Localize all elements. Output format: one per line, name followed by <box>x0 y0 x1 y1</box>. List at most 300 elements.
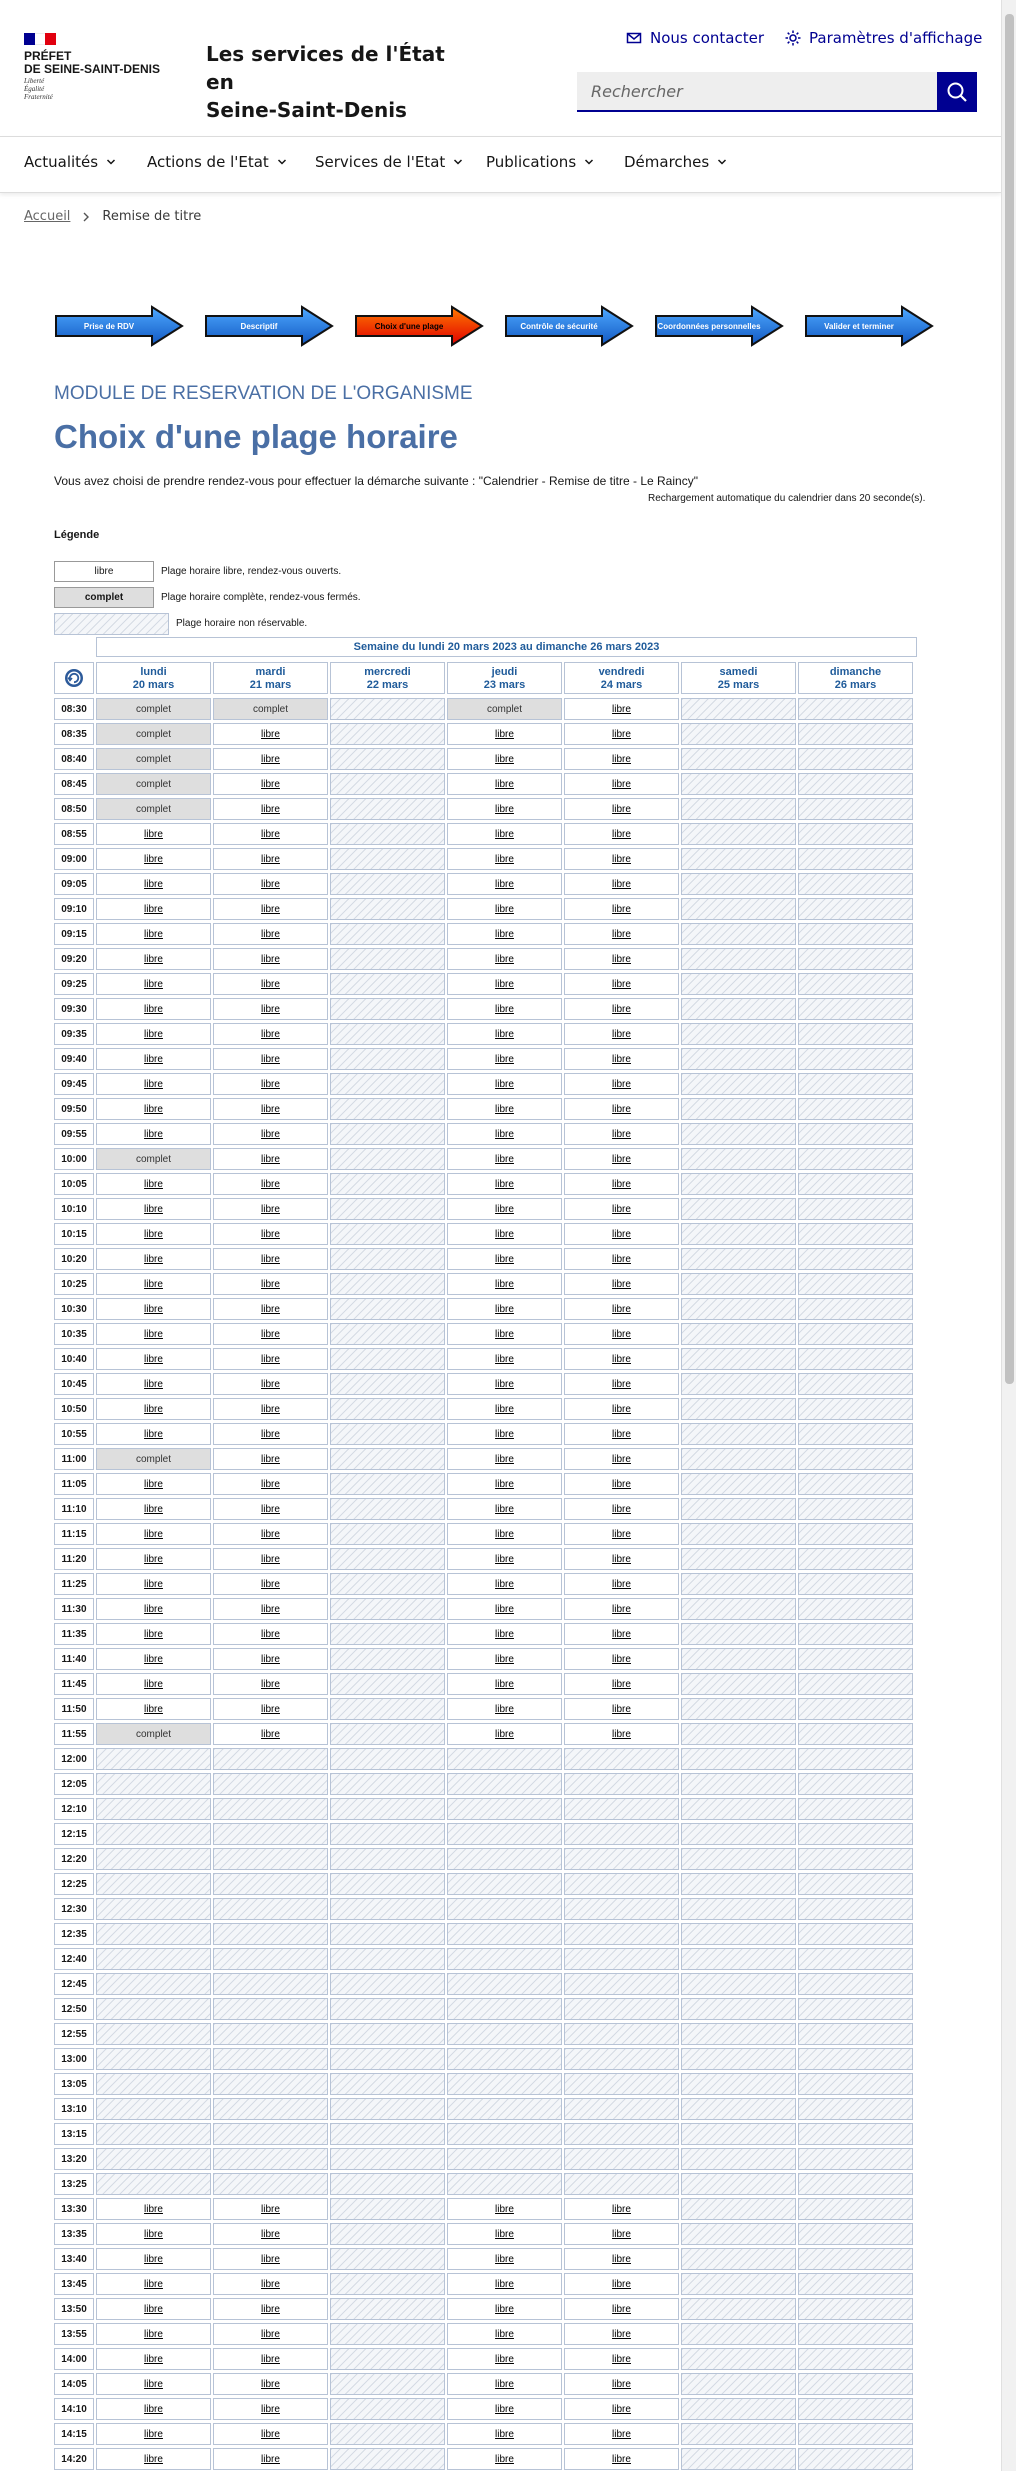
brand-name[interactable]: PRÉFET DE SEINE-SAINT-DENIS <box>24 49 161 76</box>
slot-libre-link[interactable]: libre <box>213 823 328 845</box>
slot-libre-link[interactable]: libre <box>447 1298 562 1320</box>
slot-libre-link[interactable]: libre <box>564 2348 679 2370</box>
slot-libre-link[interactable]: libre <box>96 948 211 970</box>
slot-unavailable <box>681 1198 796 1220</box>
slot-unavailable <box>798 1298 913 1320</box>
slot-libre-link[interactable]: libre <box>96 1498 211 1520</box>
time-label: 11:00 <box>54 1448 94 1470</box>
slot-libre-link[interactable]: libre <box>564 1423 679 1445</box>
slot-libre-link[interactable]: libre <box>96 2198 211 2220</box>
slot-libre-link[interactable]: libre <box>564 2398 679 2420</box>
slot-libre-link[interactable]: libre <box>564 2223 679 2245</box>
slot-libre-link[interactable]: libre <box>564 1698 679 1720</box>
slot-libre-link[interactable]: libre <box>447 1498 562 1520</box>
nav-item-label: Actions de l'Etat <box>147 153 269 171</box>
slot-libre-link[interactable]: libre <box>213 1548 328 1570</box>
slot-libre-link[interactable]: libre <box>213 2273 328 2295</box>
slot-libre-link[interactable]: libre <box>447 1723 562 1745</box>
slot-libre-link[interactable]: libre <box>447 723 562 745</box>
slot-libre-link[interactable]: libre <box>564 1298 679 1320</box>
slot-unavailable <box>330 1348 445 1370</box>
slot-libre-link[interactable]: libre <box>213 1673 328 1695</box>
slot-unavailable <box>330 898 445 920</box>
slot-libre-link[interactable]: libre <box>447 948 562 970</box>
nav-item-actions[interactable] <box>147 153 287 171</box>
slot-unavailable <box>798 748 913 770</box>
slot-libre-link[interactable]: libre <box>96 1223 211 1245</box>
slot-libre-link[interactable]: libre <box>447 2273 562 2295</box>
slot-libre-link[interactable]: libre <box>564 1223 679 1245</box>
slot-libre-link[interactable]: libre <box>213 2198 328 2220</box>
slot-libre-link[interactable]: libre <box>96 1623 211 1645</box>
slot-unavailable <box>330 1748 445 1770</box>
slot-libre-link[interactable]: libre <box>564 1248 679 1270</box>
slot-libre-link[interactable]: libre <box>447 1123 562 1145</box>
slot-unavailable <box>681 948 796 970</box>
slot-libre-link[interactable]: libre <box>447 1323 562 1345</box>
legend-row-complet <box>54 587 361 608</box>
slot-libre-link[interactable]: libre <box>213 1573 328 1595</box>
slot-libre-link[interactable]: libre <box>564 1473 679 1495</box>
slot-libre-link[interactable]: libre <box>564 1098 679 1120</box>
slot-libre-link[interactable]: libre <box>447 1273 562 1295</box>
scrollbar-thumb[interactable] <box>1005 14 1014 1384</box>
slot-libre-link[interactable]: libre <box>564 1548 679 1570</box>
slot-unavailable <box>798 2248 913 2270</box>
slot-libre-link[interactable]: libre <box>213 2448 328 2470</box>
slot-libre-link[interactable]: libre <box>213 1373 328 1395</box>
time-label: 14:15 <box>54 2423 94 2445</box>
slot-complet: complet <box>447 698 562 720</box>
slot-libre-link[interactable]: libre <box>564 748 679 770</box>
site-header <box>0 0 1001 137</box>
slot-libre-link[interactable]: libre <box>96 2248 211 2270</box>
slot-unavailable <box>447 2123 562 2145</box>
slot-libre-link[interactable]: libre <box>564 1723 679 1745</box>
slot-libre-link[interactable]: libre <box>447 1248 562 1270</box>
slot-libre-link[interactable]: libre <box>96 2323 211 2345</box>
slot-unavailable <box>564 1873 679 1895</box>
slot-libre-link[interactable]: libre <box>96 1073 211 1095</box>
slot-libre-link[interactable]: libre <box>564 798 679 820</box>
slot-libre-link[interactable]: libre <box>213 1023 328 1045</box>
slot-unavailable <box>330 2373 445 2395</box>
step-label: Choix d'une plage <box>374 321 444 331</box>
slot-libre-link[interactable]: libre <box>447 1098 562 1120</box>
slot-libre-link[interactable]: libre <box>96 1648 211 1670</box>
marianne-logo[interactable] <box>24 33 56 45</box>
nav-item-demarches[interactable] <box>624 153 727 171</box>
slot-libre-link[interactable]: libre <box>564 873 679 895</box>
slot-libre-link[interactable]: libre <box>213 1723 328 1745</box>
slot-libre-link[interactable]: libre <box>213 1348 328 1370</box>
intro-text: Vous avez choisi de prendre rendez-vous pour effectuer la démarche suivante : "Calendrier - Remise de titre - Le Raincy" <box>54 474 698 488</box>
slot-libre-link[interactable]: libre <box>213 1123 328 1145</box>
slot-libre-link[interactable]: libre <box>96 2273 211 2295</box>
slot-libre-link[interactable]: libre <box>447 2448 562 2470</box>
slot-libre-link[interactable]: libre <box>564 2448 679 2470</box>
slot-libre-link[interactable]: libre <box>447 2248 562 2270</box>
slot-libre-link[interactable]: libre <box>564 1123 679 1145</box>
slot-unavailable <box>330 1698 445 1720</box>
slot-libre-link[interactable]: libre <box>213 2223 328 2245</box>
slot-libre-link[interactable]: libre <box>447 1373 562 1395</box>
slot-libre-link[interactable]: libre <box>447 2323 562 2345</box>
slot-libre-link[interactable]: libre <box>213 2298 328 2320</box>
slot-libre-link[interactable]: libre <box>447 1348 562 1370</box>
slot-libre-link[interactable]: libre <box>96 2373 211 2395</box>
slot-libre-link[interactable]: libre <box>96 1123 211 1145</box>
time-label: 12:20 <box>54 1848 94 1870</box>
slot-libre-link[interactable]: libre <box>564 1648 679 1670</box>
slot-libre-link[interactable]: libre <box>213 1173 328 1195</box>
slot-libre-link[interactable]: libre <box>447 1073 562 1095</box>
slot-libre-link[interactable]: libre <box>96 1398 211 1420</box>
slot-libre-link[interactable]: libre <box>564 848 679 870</box>
slot-libre-link[interactable]: libre <box>447 873 562 895</box>
legend-row-libre <box>54 561 341 582</box>
slot-libre-link[interactable]: libre <box>213 1398 328 1420</box>
day-name: mercredi <box>364 666 411 678</box>
slot-libre-link[interactable]: libre <box>564 1623 679 1645</box>
nav-item-services[interactable] <box>315 153 463 171</box>
slot-libre-link[interactable]: libre <box>213 1223 328 1245</box>
slot-unavailable <box>330 2198 445 2220</box>
slot-unavailable <box>330 1823 445 1845</box>
slot-libre-link[interactable]: libre <box>96 2223 211 2245</box>
slot-libre-link[interactable]: libre <box>213 1248 328 1270</box>
time-label: 12:25 <box>54 1873 94 1895</box>
slot-libre-link[interactable]: libre <box>447 798 562 820</box>
slot-libre-link[interactable]: libre <box>447 1148 562 1170</box>
slot-libre-link[interactable]: libre <box>213 1073 328 1095</box>
slot-unavailable <box>330 1198 445 1220</box>
slot-libre-link[interactable]: libre <box>447 1623 562 1645</box>
search-button[interactable] <box>937 72 977 112</box>
slot-libre-link[interactable]: libre <box>213 1698 328 1720</box>
slot-libre-link[interactable]: libre <box>213 773 328 795</box>
slot-libre-link[interactable]: libre <box>564 1523 679 1545</box>
slot-libre-link[interactable]: libre <box>564 1273 679 1295</box>
slot-libre-link[interactable]: libre <box>447 2398 562 2420</box>
slot-libre-link[interactable]: libre <box>213 723 328 745</box>
slot-unavailable <box>564 1973 679 1995</box>
slot-libre-link[interactable]: libre <box>447 1048 562 1070</box>
slot-unavailable <box>798 1923 913 1945</box>
slot-libre-link[interactable]: libre <box>447 1198 562 1220</box>
slot-libre-link[interactable]: libre <box>564 1598 679 1620</box>
slot-libre-link[interactable]: libre <box>96 1523 211 1545</box>
slot-libre-link[interactable]: libre <box>213 1048 328 1070</box>
slot-libre-link[interactable]: libre <box>213 1623 328 1645</box>
slot-libre-link[interactable]: libre <box>96 1323 211 1345</box>
breadcrumb-home[interactable]: Accueil <box>24 209 71 224</box>
slot-libre-link[interactable]: libre <box>564 1398 679 1420</box>
slot-libre-link[interactable]: libre <box>564 1673 679 1695</box>
slot-libre-link[interactable]: libre <box>564 698 679 720</box>
slot-libre-link[interactable]: libre <box>447 1173 562 1195</box>
step-label: Coordonnées personnelles <box>657 321 761 331</box>
slot-unavailable <box>798 998 913 1020</box>
slot-unavailable <box>681 2298 796 2320</box>
slot-libre-link[interactable]: libre <box>213 973 328 995</box>
slot-libre-link[interactable]: libre <box>564 1448 679 1470</box>
slot-unavailable <box>798 2348 913 2370</box>
slot-libre-link[interactable]: libre <box>96 1573 211 1595</box>
page-scrollbar[interactable] <box>1001 0 1016 2471</box>
slot-libre-link[interactable]: libre <box>447 2373 562 2395</box>
slot-libre-link[interactable]: libre <box>96 2423 211 2445</box>
slot-libre-link[interactable]: libre <box>213 2348 328 2370</box>
slot-libre-link[interactable]: libre <box>447 2423 562 2445</box>
contact-link[interactable] <box>626 29 764 47</box>
main-nav <box>0 137 1001 193</box>
slot-libre-link[interactable]: libre <box>213 1198 328 1220</box>
day-date: 25 mars <box>717 679 760 691</box>
slot-libre-link[interactable]: libre <box>564 1023 679 1045</box>
chevron-down-icon <box>584 157 594 167</box>
slot-libre-link[interactable]: libre <box>213 1323 328 1345</box>
slot-unavailable <box>681 1248 796 1270</box>
slot-libre-link[interactable]: libre <box>96 1548 211 1570</box>
slot-libre-link[interactable]: libre <box>213 948 328 970</box>
slot-libre-link[interactable]: libre <box>447 1223 562 1245</box>
slot-libre-link[interactable]: libre <box>564 2423 679 2445</box>
slot-libre-link[interactable]: libre <box>96 823 211 845</box>
time-label: 11:30 <box>54 1598 94 1620</box>
slot-libre-link[interactable]: libre <box>213 2323 328 2345</box>
slot-unavailable <box>330 2398 445 2420</box>
slot-unavailable <box>798 898 913 920</box>
slot-libre-link[interactable]: libre <box>564 2248 679 2270</box>
slot-libre-link[interactable]: libre <box>213 998 328 1020</box>
slot-libre-link[interactable]: libre <box>213 2373 328 2395</box>
slot-unavailable <box>798 798 913 820</box>
time-label: 13:10 <box>54 2098 94 2120</box>
slot-libre-link[interactable]: libre <box>447 848 562 870</box>
slot-libre-link[interactable]: libre <box>96 873 211 895</box>
slot-unavailable <box>330 2348 445 2370</box>
slot-complet: complet <box>96 798 211 820</box>
slot-libre-link[interactable]: libre <box>447 1673 562 1695</box>
slot-libre-link[interactable]: libre <box>96 1373 211 1395</box>
slot-unavailable <box>96 1898 211 1920</box>
slot-libre-link[interactable]: libre <box>96 1298 211 1320</box>
slot-libre-link[interactable]: libre <box>96 1348 211 1370</box>
slot-libre-link[interactable]: libre <box>447 898 562 920</box>
slot-libre-link[interactable]: libre <box>447 823 562 845</box>
slot-libre-link[interactable]: libre <box>447 998 562 1020</box>
slot-libre-link[interactable]: libre <box>96 1273 211 1295</box>
slot-libre-link[interactable]: libre <box>447 2223 562 2245</box>
slot-unavailable <box>798 1023 913 1045</box>
slot-libre-link[interactable]: libre <box>564 923 679 945</box>
slot-unavailable <box>564 2073 679 2095</box>
slot-libre-link[interactable]: libre <box>213 923 328 945</box>
slot-libre-link[interactable]: libre <box>447 1023 562 1045</box>
slot-libre-link[interactable]: libre <box>96 1473 211 1495</box>
slot-unavailable <box>798 2148 913 2170</box>
slot-unavailable <box>330 1098 445 1120</box>
slot-libre-link[interactable]: libre <box>213 748 328 770</box>
display-settings-link[interactable] <box>785 29 982 47</box>
slot-unavailable <box>447 1823 562 1845</box>
slot-libre-link[interactable]: libre <box>564 2373 679 2395</box>
slot-libre-link[interactable]: libre <box>564 1173 679 1195</box>
slot-libre-link[interactable]: libre <box>447 1598 562 1620</box>
slot-unavailable <box>564 1748 679 1770</box>
slot-libre-link[interactable]: libre <box>447 1573 562 1595</box>
slot-unavailable <box>213 1923 328 1945</box>
slot-libre-link[interactable]: libre <box>213 1273 328 1295</box>
slot-libre-link[interactable]: libre <box>213 1148 328 1170</box>
slot-libre-link[interactable]: libre <box>213 1598 328 1620</box>
slot-libre-link[interactable]: libre <box>447 1398 562 1420</box>
slot-libre-link[interactable]: libre <box>96 1698 211 1720</box>
slot-libre-link[interactable]: libre <box>564 1048 679 1070</box>
time-label: 09:15 <box>54 923 94 945</box>
slot-libre-link[interactable]: libre <box>447 2348 562 2370</box>
refresh-button[interactable] <box>54 662 94 694</box>
slot-libre-link[interactable]: libre <box>447 2298 562 2320</box>
slot-libre-link[interactable]: libre <box>564 948 679 970</box>
slot-libre-link[interactable]: libre <box>447 2198 562 2220</box>
nav-item-publications[interactable] <box>486 153 594 171</box>
slot-libre-link[interactable]: libre <box>213 2423 328 2445</box>
slot-libre-link[interactable]: libre <box>96 1023 211 1045</box>
slot-libre-link[interactable]: libre <box>96 2348 211 2370</box>
slot-libre-link[interactable]: libre <box>564 2198 679 2220</box>
legend-text: Plage horaire non réservable. <box>176 618 308 629</box>
slot-libre-link[interactable]: libre <box>564 973 679 995</box>
sun-icon <box>785 30 801 46</box>
slot-libre-link[interactable]: libre <box>96 923 211 945</box>
slot-libre-link[interactable]: libre <box>96 2448 211 2470</box>
slot-libre-link[interactable]: libre <box>564 723 679 745</box>
slot-libre-link[interactable]: libre <box>564 1323 679 1345</box>
day-date: 26 mars <box>834 679 877 691</box>
slot-libre-link[interactable]: libre <box>96 1173 211 1195</box>
slot-libre-link[interactable]: libre <box>213 898 328 920</box>
slot-unavailable <box>798 1048 913 1070</box>
breadcrumb-current: Remise de titre <box>102 209 202 224</box>
slot-libre-link[interactable]: libre <box>447 773 562 795</box>
slot-libre-link[interactable]: libre <box>96 1423 211 1445</box>
slot-libre-link[interactable]: libre <box>564 998 679 1020</box>
slot-libre-link[interactable]: libre <box>213 798 328 820</box>
slot-libre-link[interactable]: libre <box>564 823 679 845</box>
slot-libre-link[interactable]: libre <box>96 973 211 995</box>
slot-unavailable <box>564 2123 679 2145</box>
slot-libre-link[interactable]: libre <box>96 2398 211 2420</box>
slot-libre-link[interactable]: libre <box>564 2323 679 2345</box>
slot-libre-link[interactable]: libre <box>213 848 328 870</box>
slot-libre-link[interactable]: libre <box>213 1498 328 1520</box>
slot-libre-link[interactable]: libre <box>213 1423 328 1445</box>
slot-unavailable <box>798 1698 913 1720</box>
slot-libre-link[interactable]: libre <box>564 1498 679 1520</box>
nav-item-actualites[interactable] <box>24 153 116 171</box>
slot-complet: complet <box>96 698 211 720</box>
slot-libre-link[interactable]: libre <box>447 1548 562 1570</box>
slot-libre-link[interactable]: libre <box>447 1473 562 1495</box>
slot-libre-link[interactable]: libre <box>213 1473 328 1495</box>
time-label: 14:00 <box>54 2348 94 2370</box>
slot-libre-link[interactable]: libre <box>213 1448 328 1470</box>
day-header-samedi <box>681 662 796 694</box>
slot-libre-link[interactable]: libre <box>564 773 679 795</box>
slot-libre-link[interactable]: libre <box>564 1373 679 1395</box>
slot-libre-link[interactable]: libre <box>564 1573 679 1595</box>
slot-unavailable <box>330 1498 445 1520</box>
slot-libre-link[interactable]: libre <box>213 873 328 895</box>
slot-libre-link[interactable]: libre <box>564 2273 679 2295</box>
slot-libre-link[interactable]: libre <box>447 1523 562 1545</box>
slot-libre-link[interactable]: libre <box>96 1598 211 1620</box>
slot-libre-link[interactable]: libre <box>213 1298 328 1320</box>
slot-libre-link[interactable]: libre <box>96 1048 211 1070</box>
time-label: 08:45 <box>54 773 94 795</box>
slot-libre-link[interactable]: libre <box>564 1073 679 1095</box>
slot-unavailable <box>681 1948 796 1970</box>
slot-unavailable <box>798 2398 913 2420</box>
slot-libre-link[interactable]: libre <box>96 848 211 870</box>
slot-libre-link[interactable]: libre <box>447 748 562 770</box>
slot-unavailable <box>213 1773 328 1795</box>
slot-libre-link[interactable]: libre <box>447 1698 562 1720</box>
slot-complet: complet <box>96 723 211 745</box>
slot-unavailable <box>798 1148 913 1170</box>
slot-libre-link[interactable]: libre <box>447 1648 562 1670</box>
slot-unavailable <box>798 1448 913 1470</box>
slot-libre-link[interactable]: libre <box>564 1348 679 1370</box>
slot-libre-link[interactable]: libre <box>96 1198 211 1220</box>
slot-libre-link[interactable]: libre <box>96 2298 211 2320</box>
slot-libre-link[interactable]: libre <box>96 898 211 920</box>
slot-libre-link[interactable]: libre <box>96 998 211 1020</box>
search-input[interactable]: Rechercher <box>577 72 937 112</box>
slot-libre-link[interactable]: libre <box>213 2398 328 2420</box>
slot-libre-link[interactable]: libre <box>96 1248 211 1270</box>
slot-libre-link[interactable]: libre <box>447 923 562 945</box>
legend-title: Légende <box>54 529 100 541</box>
slot-unavailable <box>330 1673 445 1695</box>
slot-unavailable <box>213 1948 328 1970</box>
slot-unavailable <box>798 723 913 745</box>
time-label: 13:30 <box>54 2198 94 2220</box>
slot-libre-link[interactable]: libre <box>564 898 679 920</box>
day-header-mardi <box>213 662 328 694</box>
slot-libre-link[interactable]: libre <box>213 1523 328 1545</box>
slot-libre-link[interactable]: libre <box>447 973 562 995</box>
site-title[interactable]: Les services de l'État en Seine-Saint-Denis <box>206 42 445 122</box>
slot-libre-link[interactable]: libre <box>96 1098 211 1120</box>
slot-libre-link[interactable]: libre <box>564 2298 679 2320</box>
slot-libre-link[interactable]: libre <box>447 1448 562 1470</box>
day-date: 23 mars <box>483 679 526 691</box>
slot-libre-link[interactable]: libre <box>564 1198 679 1220</box>
time-label: 09:05 <box>54 873 94 895</box>
slot-libre-link[interactable]: libre <box>564 1148 679 1170</box>
slot-libre-link[interactable]: libre <box>213 2248 328 2270</box>
slot-libre-link[interactable]: libre <box>96 1673 211 1695</box>
slot-libre-link[interactable]: libre <box>447 1423 562 1445</box>
step-4 <box>504 305 634 347</box>
slot-unavailable <box>681 2098 796 2120</box>
slot-libre-link[interactable]: libre <box>213 1098 328 1120</box>
slot-libre-link[interactable]: libre <box>213 1648 328 1670</box>
slot-unavailable <box>798 2298 913 2320</box>
